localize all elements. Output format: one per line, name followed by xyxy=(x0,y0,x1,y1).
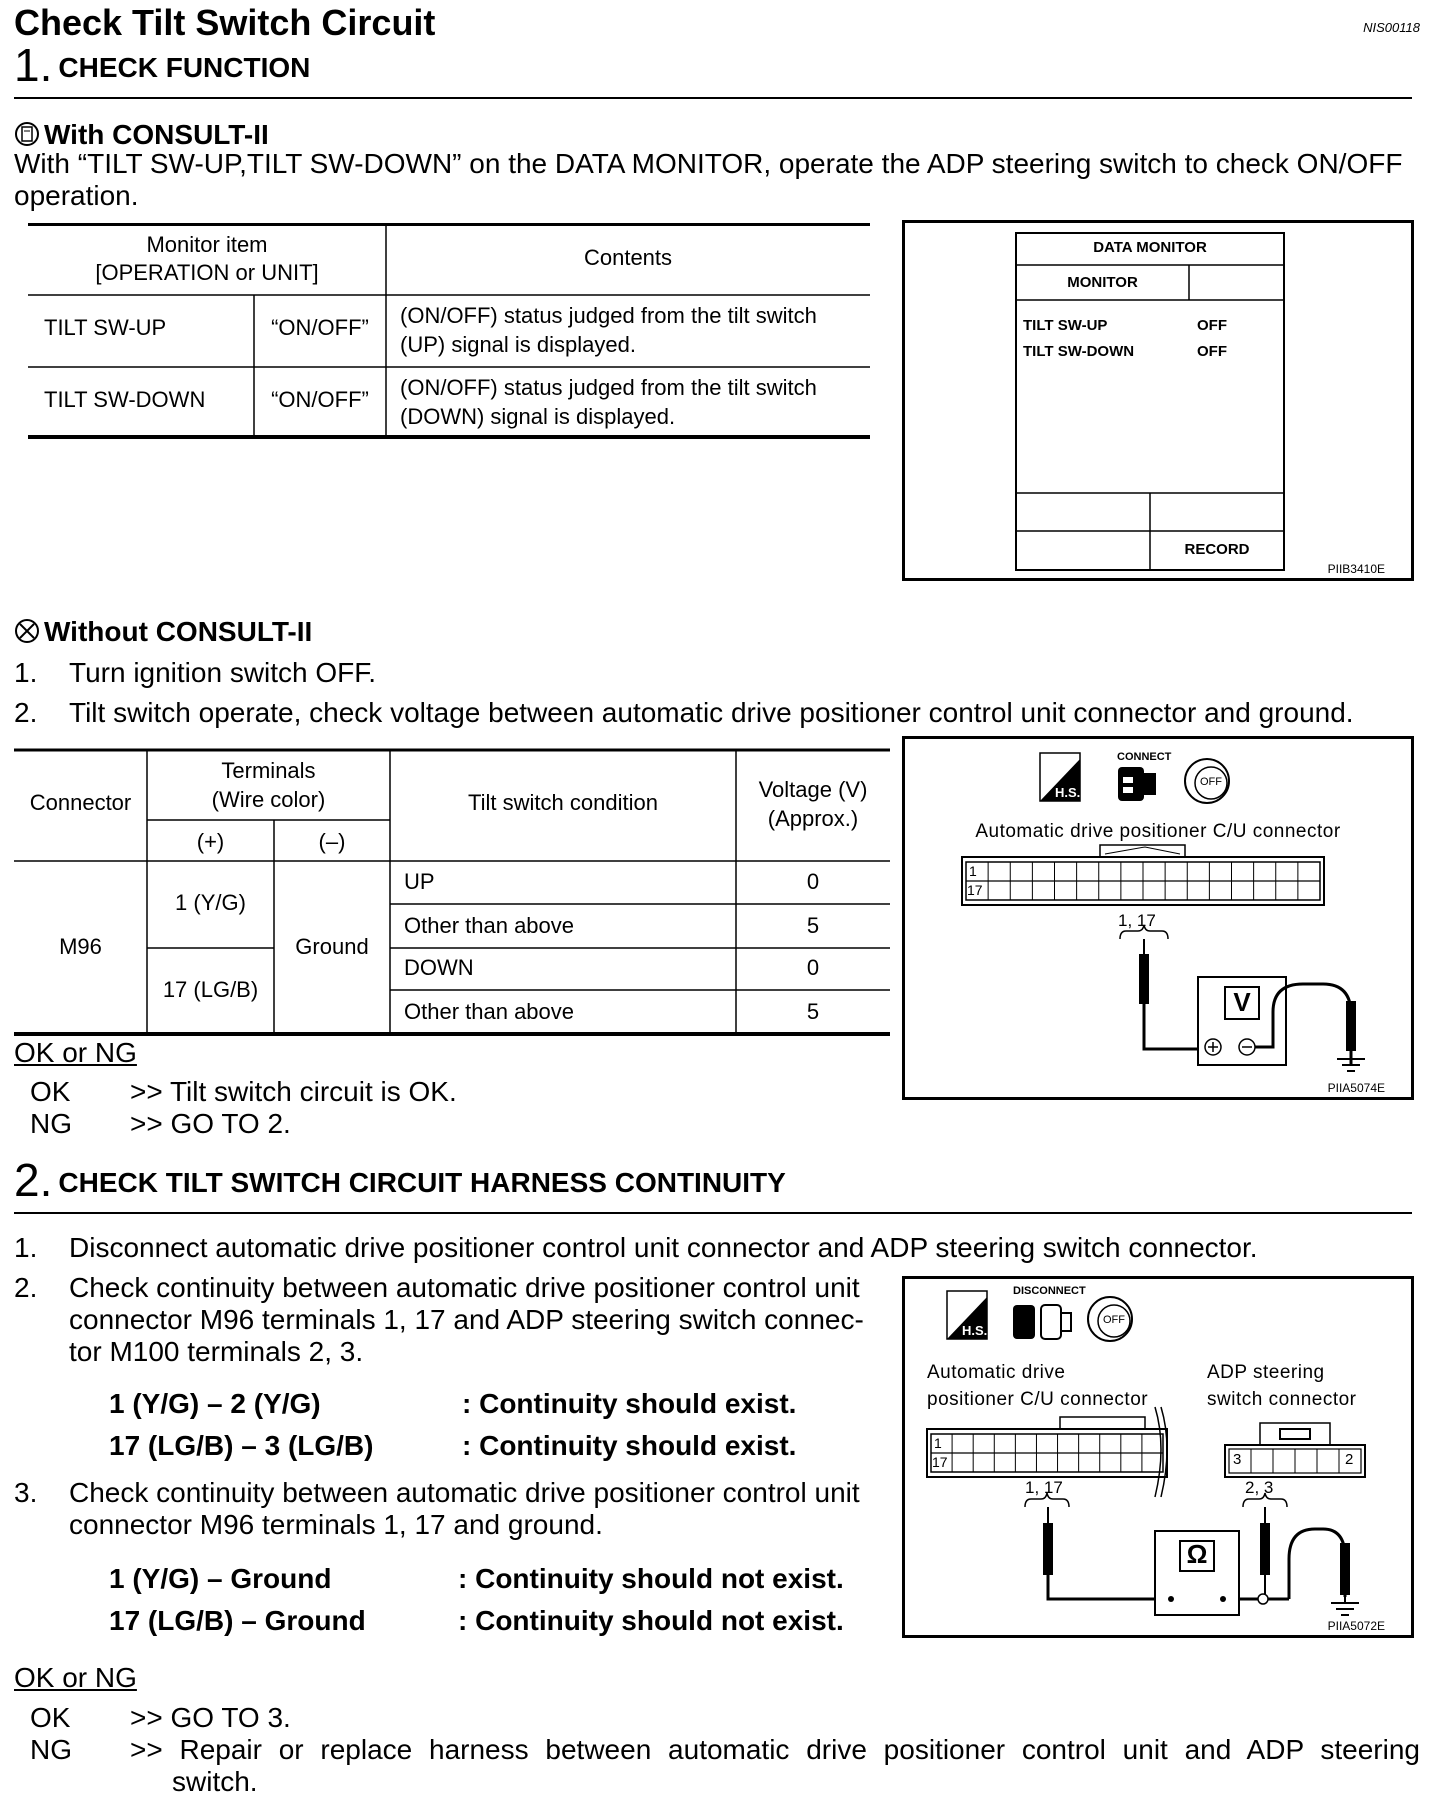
voltage-table xyxy=(14,748,890,1038)
data-monitor-title: DATA MONITOR xyxy=(1093,239,1207,256)
consult-icon xyxy=(14,121,40,147)
voltage-condition: UP xyxy=(404,869,435,894)
figure-id: PIIA5074E xyxy=(1327,1081,1385,1095)
voltmeter-symbol: V xyxy=(1233,987,1251,1017)
voltage-ground: Ground xyxy=(295,934,369,959)
step-1-number: 1. xyxy=(14,39,53,91)
ok-ng-heading: OK or NG xyxy=(14,1037,137,1068)
no-consult-icon xyxy=(14,618,40,644)
voltage-head-minus: (–) xyxy=(318,829,346,854)
spec-left: 1 (Y/G) – 2 (Y/G) xyxy=(109,1388,321,1419)
pin-label: 1 xyxy=(969,863,977,879)
data-monitor-figure xyxy=(902,220,1414,581)
list-item: 2. Tilt switch operate, check voltage between automatic drive positioner control unit connector and ground. xyxy=(14,697,1354,728)
data-monitor-monitor-label: MONITOR xyxy=(1067,274,1138,291)
hs-label: H.S. xyxy=(1055,785,1081,800)
connect-icon xyxy=(1118,767,1156,801)
ok-ng-heading: OK or NG xyxy=(14,1662,137,1693)
doc-id: NIS00118 xyxy=(1363,20,1420,35)
disconnect-icon xyxy=(1013,1305,1071,1339)
with-consult-heading: With CONSULT-II xyxy=(14,119,269,151)
ohmmeter-symbol: Ω xyxy=(1186,1539,1208,1569)
step-1-heading xyxy=(14,38,310,92)
spec-right: : Continuity should not exist. xyxy=(458,1563,844,1594)
adp-switch-connector xyxy=(1225,1423,1365,1477)
monitor-row-unit: “ON/OFF” xyxy=(271,315,369,340)
spec-right: : Continuity should exist. xyxy=(462,1430,797,1461)
voltage-terminal-1: 1 (Y/G) xyxy=(175,890,246,915)
voltage-head-connector: Connector xyxy=(29,790,132,815)
spec-left: 1 (Y/G) – Ground xyxy=(109,1563,332,1594)
data-monitor-names: TILT SW-UP TILT SW-DOWN xyxy=(1023,317,1135,360)
result-ng: NG >> Repair or replace harness between automatic drive positioner control unit and ADP steering switch. xyxy=(30,1734,1420,1797)
voltage-check-figure xyxy=(902,736,1414,1100)
continuity-check-figure xyxy=(902,1276,1414,1638)
pins-label: 1, 17 xyxy=(1118,911,1156,930)
hs-label: H.S. xyxy=(962,1323,988,1338)
voltage-condition: Other than above xyxy=(404,999,575,1024)
voltage-head-plus: (+) xyxy=(196,829,225,854)
pins-label: 2, 3 xyxy=(1245,1478,1274,1497)
cu-connector-caption: Automatic drive positioner C/U connector xyxy=(927,1362,1149,1410)
spec-right: : Continuity should not exist. xyxy=(458,1605,844,1636)
disconnect-label: DISCONNECT xyxy=(1013,1285,1086,1297)
pin-label: 3 xyxy=(1233,1451,1242,1468)
step-2-number: 2. xyxy=(14,1154,53,1206)
voltage-head-terminals: Terminals (Wire color) xyxy=(211,758,326,812)
monitor-table xyxy=(28,223,870,440)
voltage-head-voltage: Voltage (V) (Approx.) xyxy=(758,777,868,831)
monitor-row-item: TILT SW-UP xyxy=(44,315,167,340)
without-consult-heading: Without CONSULT-II xyxy=(14,616,312,648)
voltage-diagram xyxy=(905,739,1411,1097)
off-label: OFF xyxy=(1103,1314,1125,1326)
list-item: 3. Check continuity between automatic drive positioner control unit connector M96 terminals 1, 17 and ground. xyxy=(14,1477,860,1540)
voltage-value: 5 xyxy=(806,913,820,938)
result-ok: OK >> GO TO 3. xyxy=(30,1702,291,1733)
pin-label: 17 xyxy=(932,1454,948,1470)
list-item: 1. Turn ignition switch OFF. xyxy=(14,657,377,688)
figure-id: PIIB3410E xyxy=(1327,562,1385,576)
step-2-heading xyxy=(14,1153,786,1207)
monitor-head-contents: Contents xyxy=(583,245,673,270)
voltage-condition: Other than above xyxy=(404,913,575,938)
data-monitor-values: OFF OFF xyxy=(1197,317,1227,360)
step-1-label: CHECK FUNCTION xyxy=(58,52,311,83)
voltage-terminal-17: 17 (LG/B) xyxy=(162,977,259,1002)
list-item: 2. Check continuity between automatic drive positioner control unit connector M96 terminals 1, 17 and ADP steering switch connec- tor M100 terminals 2, 3. xyxy=(14,1272,864,1367)
spec-left: 17 (LG/B) – 3 (LG/B) xyxy=(109,1430,374,1461)
spec-right: : Continuity should exist. xyxy=(462,1388,797,1419)
monitor-row-item: TILT SW-DOWN xyxy=(44,387,206,412)
data-monitor-record: RECORD xyxy=(1184,541,1250,558)
voltage-value: 5 xyxy=(806,999,820,1024)
cu-connector-caption: Automatic drive positioner C/U connector xyxy=(975,821,1341,842)
page-title: Check Tilt Switch Circuit xyxy=(14,2,436,43)
pin-label: 2 xyxy=(1345,1451,1354,1468)
figure-id: PIIA5072E xyxy=(1327,1619,1385,1633)
monitor-row-unit: “ON/OFF” xyxy=(271,387,369,412)
switch-connector-caption: ADP steering switch connector xyxy=(1207,1362,1357,1410)
voltage-value: 0 xyxy=(806,955,820,980)
voltage-condition: DOWN xyxy=(404,955,474,980)
step-2-label: CHECK TILT SWITCH CIRCUIT HARNESS CONTINUITY xyxy=(58,1167,786,1198)
with-consult-text: With “TILT SW-UP,TILT SW-DOWN” on the DATA MONITOR, operate the ADP steering switch to check ON/OFF operation. xyxy=(14,148,1403,211)
spec-left: 17 (LG/B) – Ground xyxy=(109,1605,366,1636)
pin-label: 1 xyxy=(934,1435,942,1451)
divider xyxy=(14,97,1412,99)
result-ng: NG >> GO TO 2. xyxy=(30,1108,291,1139)
voltage-head-condition: Tilt switch condition xyxy=(468,790,658,815)
monitor-head-item: Monitor item [OPERATION or UNIT] xyxy=(95,232,319,285)
monitor-row-contents: (ON/OFF) status judged from the tilt switch (UP) signal is displayed. xyxy=(400,303,817,357)
divider xyxy=(14,1212,1412,1214)
voltage-value: 0 xyxy=(806,869,820,894)
connect-label: CONNECT xyxy=(1117,751,1172,763)
pin-label: 17 xyxy=(967,882,983,898)
list-item: 1. Disconnect automatic drive positioner control unit connector and ADP steering switch connector. xyxy=(14,1232,1258,1263)
monitor-row-contents: (ON/OFF) status judged from the tilt switch (DOWN) signal is displayed. xyxy=(400,375,817,429)
off-label: OFF xyxy=(1200,776,1222,788)
voltage-connector: M96 xyxy=(59,934,102,959)
result-ok: OK >> Tilt switch circuit is OK. xyxy=(30,1076,457,1107)
pins-label: 1, 17 xyxy=(1025,1478,1063,1497)
